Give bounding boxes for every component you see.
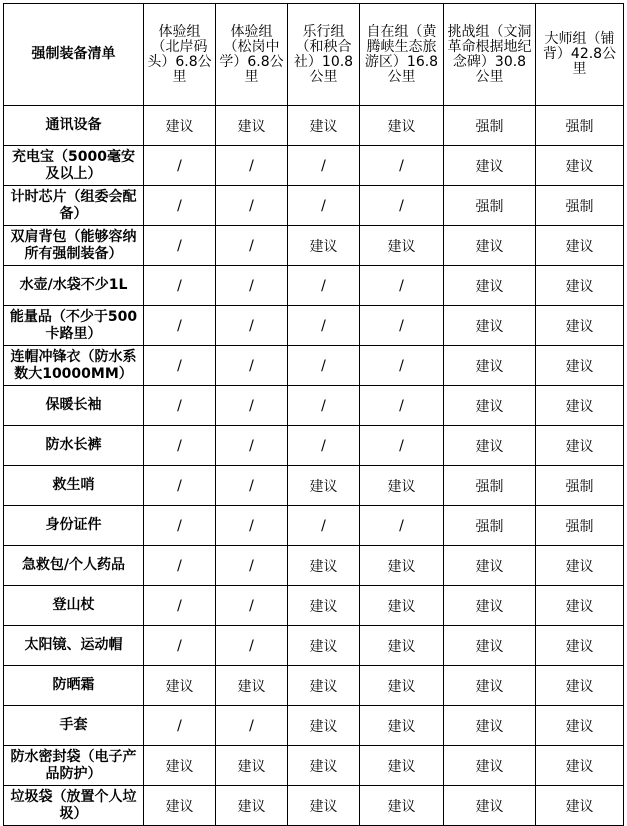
requirement-cell: / [216, 426, 288, 466]
requirement-cell: / [216, 386, 288, 426]
requirement-cell: 建议 [144, 786, 216, 826]
requirement-cell: / [216, 466, 288, 506]
requirement-cell: / [288, 306, 360, 346]
requirement-cell: 建议 [360, 786, 444, 826]
requirement-cell: 建议 [536, 786, 624, 826]
equipment-item: 能量品（不少于500卡路里） [4, 306, 144, 346]
equipment-item: 太阳镜、运动帽 [4, 626, 144, 666]
requirement-cell: / [144, 706, 216, 746]
table-header [4, 4, 624, 106]
requirement-cell: 建议 [288, 466, 360, 506]
table-row [4, 146, 624, 186]
equipment-item: 计时芯片（组委会配备） [4, 186, 144, 226]
requirement-cell: 建议 [444, 746, 536, 786]
equipment-item: 手套 [4, 706, 144, 746]
requirement-cell: 建议 [444, 266, 536, 306]
requirement-cell: / [216, 626, 288, 666]
requirement-cell: 建议 [536, 266, 624, 306]
requirement-cell: 强制 [444, 506, 536, 546]
group-header: 体验组（北岸码头）6.8公里 [144, 4, 216, 106]
equipment-item: 水壶/水袋不少1L [4, 266, 144, 306]
requirement-cell: 建议 [144, 106, 216, 146]
equipment-item: 防晒霜 [4, 666, 144, 706]
requirement-cell: 建议 [360, 546, 444, 586]
requirement-cell: / [288, 146, 360, 186]
requirement-cell: 建议 [444, 786, 536, 826]
requirement-cell: / [144, 226, 216, 266]
requirement-cell: / [144, 306, 216, 346]
equipment-item: 连帽冲锋衣（防水系数大10000MM） [4, 346, 144, 386]
requirement-cell: 建议 [536, 426, 624, 466]
requirement-cell: 建议 [144, 666, 216, 706]
requirement-cell: 建议 [360, 226, 444, 266]
requirement-cell: / [144, 546, 216, 586]
requirement-cell: 建议 [444, 586, 536, 626]
requirement-cell: 建议 [360, 706, 444, 746]
requirement-cell: 建议 [444, 226, 536, 266]
requirement-cell: 强制 [444, 186, 536, 226]
requirement-cell: / [360, 426, 444, 466]
requirement-cell: / [216, 306, 288, 346]
requirement-cell: / [144, 346, 216, 386]
table-row [4, 106, 624, 146]
table-row [4, 226, 624, 266]
requirement-cell: 建议 [444, 706, 536, 746]
requirement-cell: 建议 [360, 466, 444, 506]
requirement-cell: / [216, 546, 288, 586]
requirement-cell: 建议 [444, 146, 536, 186]
table-row [4, 786, 624, 826]
requirement-cell: 建议 [360, 746, 444, 786]
equipment-item: 通讯设备 [4, 106, 144, 146]
requirement-cell: 建议 [536, 626, 624, 666]
group-header: 体验组（松岗中学）6.8公里 [216, 4, 288, 106]
requirement-cell: / [144, 426, 216, 466]
equipment-table [3, 3, 624, 826]
corner-label: 强制装备清单 [4, 4, 144, 106]
requirement-cell: / [360, 306, 444, 346]
requirement-cell: 建议 [360, 626, 444, 666]
equipment-item: 防水长裤 [4, 426, 144, 466]
requirement-cell: 建议 [536, 706, 624, 746]
requirement-cell: 建议 [216, 746, 288, 786]
requirement-cell: / [144, 266, 216, 306]
requirement-cell: 建议 [288, 746, 360, 786]
equipment-item: 垃圾袋（放置个人垃圾） [4, 786, 144, 826]
table-row [4, 306, 624, 346]
requirement-cell: / [360, 186, 444, 226]
group-header: 大师组（铺背）42.8公里 [536, 4, 624, 106]
table-row [4, 506, 624, 546]
requirement-cell: / [144, 506, 216, 546]
requirement-cell: 强制 [536, 186, 624, 226]
requirement-cell: / [360, 146, 444, 186]
header-row [4, 4, 624, 106]
table-row [4, 466, 624, 506]
requirement-cell: / [360, 386, 444, 426]
requirement-cell: 强制 [444, 106, 536, 146]
requirement-cell: 建议 [536, 586, 624, 626]
requirement-cell: 建议 [288, 106, 360, 146]
requirement-cell: 建议 [536, 346, 624, 386]
requirement-cell: 建议 [444, 346, 536, 386]
table-row [4, 666, 624, 706]
requirement-cell: 建议 [288, 226, 360, 266]
requirement-cell: 建议 [288, 626, 360, 666]
requirement-cell: 建议 [216, 786, 288, 826]
requirement-cell: 强制 [536, 106, 624, 146]
requirement-cell: / [360, 266, 444, 306]
requirement-cell: 建议 [288, 586, 360, 626]
group-header: 自在组（黄腾峡生态旅游区）16.8公里 [360, 4, 444, 106]
requirement-cell: 建议 [288, 546, 360, 586]
equipment-item: 充电宝（5000毫安及以上） [4, 146, 144, 186]
requirement-cell: / [144, 586, 216, 626]
requirement-cell: / [360, 506, 444, 546]
requirement-cell: / [288, 346, 360, 386]
requirement-cell: / [288, 506, 360, 546]
requirement-cell: 强制 [536, 466, 624, 506]
table-row [4, 706, 624, 746]
table-row [4, 626, 624, 666]
requirement-cell: 建议 [288, 666, 360, 706]
requirement-cell: 建议 [536, 146, 624, 186]
requirement-cell: 建议 [536, 546, 624, 586]
requirement-cell: / [216, 226, 288, 266]
table-row [4, 186, 624, 226]
requirement-cell: 建议 [536, 226, 624, 266]
table-row [4, 346, 624, 386]
requirement-cell: / [216, 186, 288, 226]
requirement-cell: 强制 [444, 466, 536, 506]
requirement-cell: 建议 [444, 306, 536, 346]
requirement-cell: 建议 [444, 666, 536, 706]
requirement-cell: / [288, 426, 360, 466]
requirement-cell: / [288, 266, 360, 306]
requirement-cell: / [216, 506, 288, 546]
requirement-cell: 建议 [360, 666, 444, 706]
requirement-cell: / [144, 386, 216, 426]
table-row [4, 746, 624, 786]
table-row [4, 546, 624, 586]
equipment-item: 急救包/个人药品 [4, 546, 144, 586]
equipment-item: 防水密封袋（电子产品防护） [4, 746, 144, 786]
requirement-cell: 建议 [360, 106, 444, 146]
requirement-cell: 建议 [536, 386, 624, 426]
requirement-cell: 建议 [288, 786, 360, 826]
requirement-cell: 建议 [444, 426, 536, 466]
table-row [4, 266, 624, 306]
requirement-cell: / [144, 626, 216, 666]
equipment-item: 双肩背包（能够容纳所有强制装备） [4, 226, 144, 266]
table-row [4, 386, 624, 426]
equipment-item: 救生哨 [4, 466, 144, 506]
requirement-cell: 建议 [444, 546, 536, 586]
equipment-item: 身份证件 [4, 506, 144, 546]
equipment-item: 登山杖 [4, 586, 144, 626]
requirement-cell: / [216, 586, 288, 626]
requirement-cell: / [288, 186, 360, 226]
requirement-cell: 建议 [288, 706, 360, 746]
requirement-cell: 建议 [536, 666, 624, 706]
table-row [4, 426, 624, 466]
requirement-cell: / [144, 146, 216, 186]
requirement-cell: / [144, 466, 216, 506]
requirement-cell: / [216, 266, 288, 306]
requirement-cell: / [288, 386, 360, 426]
requirement-cell: 建议 [444, 626, 536, 666]
requirement-cell: 建议 [216, 666, 288, 706]
requirement-cell: 建议 [360, 586, 444, 626]
table-row [4, 586, 624, 626]
equipment-item: 保暖长袖 [4, 386, 144, 426]
requirement-cell: / [360, 346, 444, 386]
requirement-cell: / [216, 706, 288, 746]
requirement-cell: 强制 [536, 506, 624, 546]
group-header: 挑战组（文洞革命根据地纪念碑）30.8公里 [444, 4, 536, 106]
requirement-cell: 建议 [144, 746, 216, 786]
requirement-cell: 建议 [536, 746, 624, 786]
requirement-cell: / [216, 146, 288, 186]
table-body [4, 106, 624, 826]
requirement-cell: / [144, 186, 216, 226]
requirement-cell: / [216, 346, 288, 386]
requirement-cell: 建议 [444, 386, 536, 426]
group-header: 乐行组（和秧合社）10.8公里 [288, 4, 360, 106]
requirement-cell: 建议 [216, 106, 288, 146]
requirement-cell: 建议 [536, 306, 624, 346]
